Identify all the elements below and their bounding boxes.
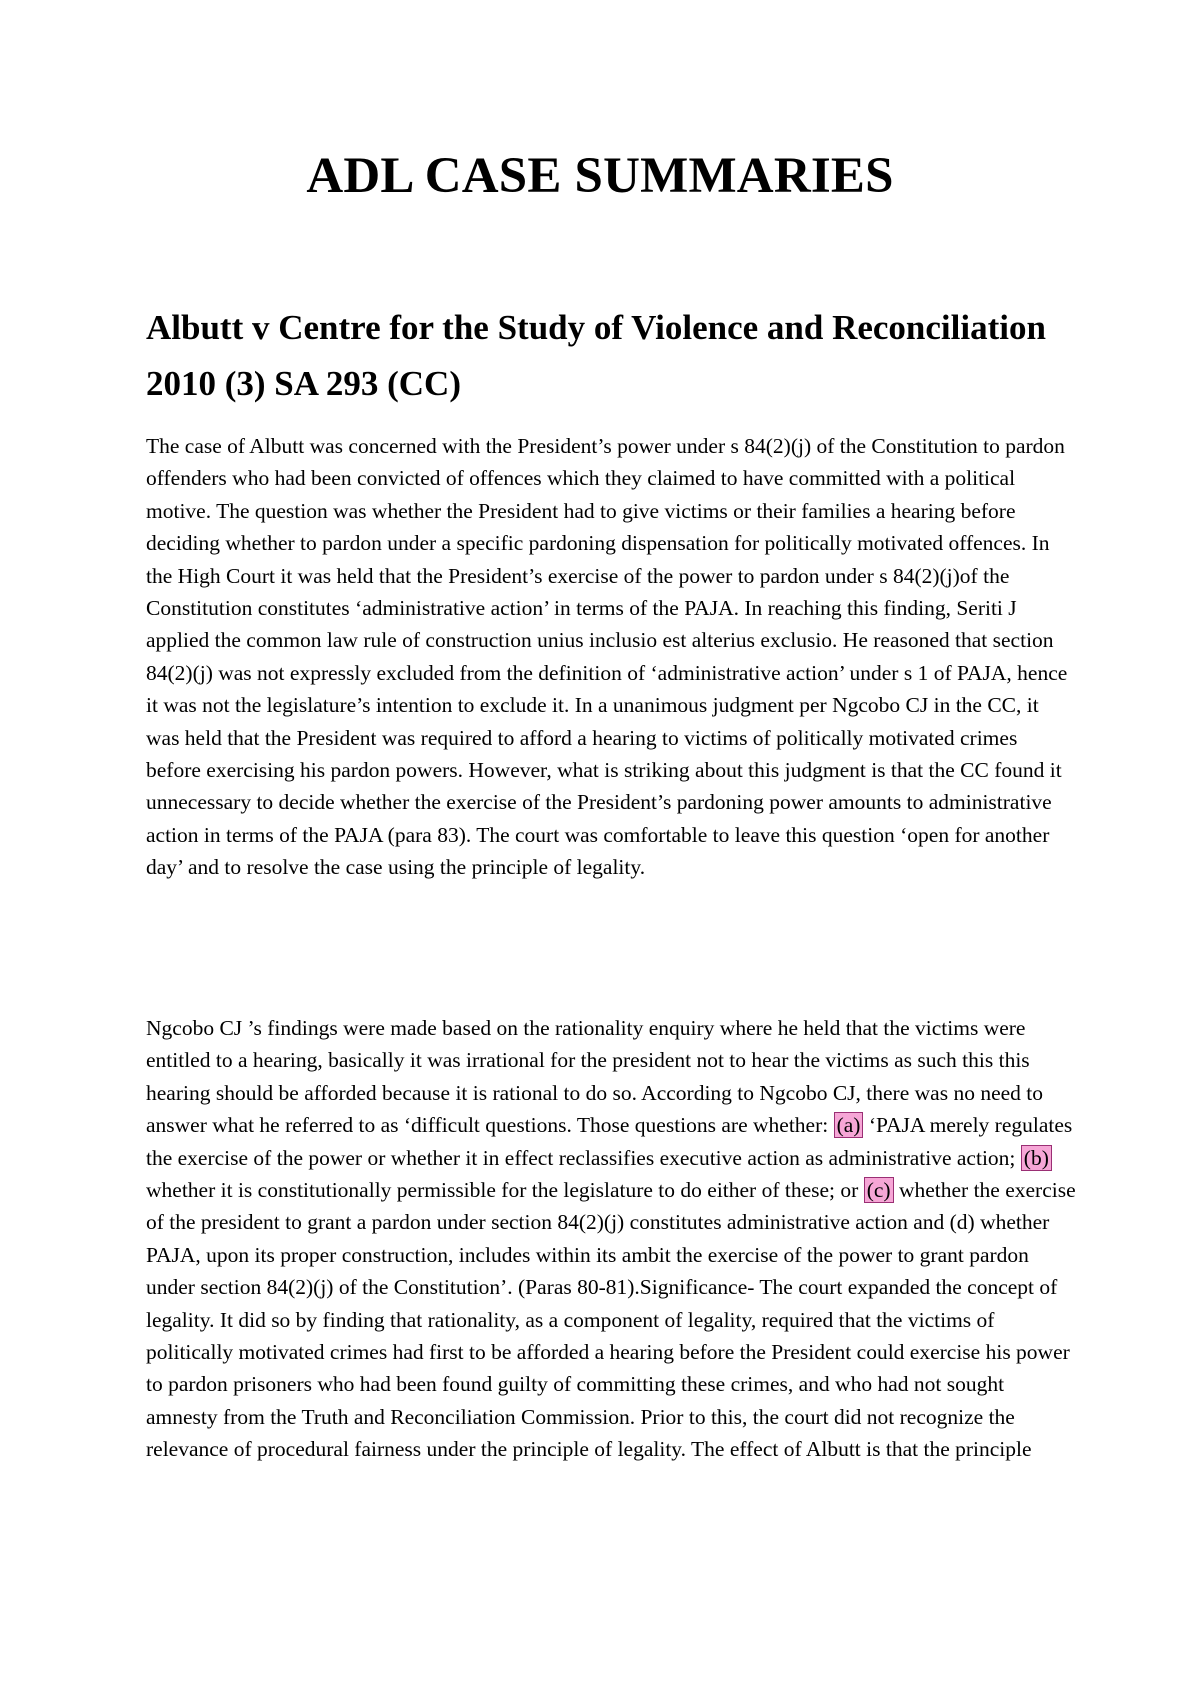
paragraph-2-text-part-1: Ngcobo CJ ’s findings were made based on the rationality enquiry where he held that the victims were entitled to a hearing, basically it was irrational for the president not to hear the victims as such this this hearing should be afforded because it is rational to do so. According to Ngcobo CJ, there was no need to answer what he referred to as ‘difficult questions. Those questions are whether: [146, 1016, 1044, 1138]
highlight-mark-b: (b) [1021, 1145, 1052, 1171]
paragraph-2-text-part-4: whether the exercise of the president to grant a pardon under section 84(2)(j) constitutes administrative action and (d) whether PAJA, upon its proper construction, includes within its ambit the exercise of the power to grant pardon under section 84(2)(j) of the Constitution’. (Paras 80-81).Significance- The court expanded the concept of legality. It did so by finding that rationality, as a component of legality, required that the victims of politically motivated crimes had first to be afforded a hearing before the President could exercise his power to pardon prisoners who had been found guilty of committing these crimes, and who had not sought amnesty from the Truth and Reconciliation Commission. Prior to this, the court did not recognize the relevance of procedural fairness under the principle of legality. The effect of Albutt is that the principle [146, 1178, 1076, 1462]
highlight-mark-a: (a) [834, 1112, 864, 1138]
highlight-mark-c: (c) [864, 1177, 894, 1203]
case-paragraph-2 [146, 1012, 1076, 1466]
paragraph-2-text-part-3: whether it is constitutionally permissible for the legislature to do either of these; or [146, 1178, 864, 1203]
case-paragraph-1: The case of Albutt was concerned with the President’s power under s 84(2)(j) of the Constitution to pardon offenders who had been convicted of offences which they claimed to have committed with a political motive. The question was whether the President had to give victims or their families a hearing before deciding whether to pardon under a specific pardoning dispensation for politically motivated offences. In the High Court it was held that the President’s exercise of the power to pardon under s 84(2)(j)of the Constitution constitutes ‘administrative action’ in terms of the PAJA. In reaching this finding, Seriti J applied the common law rule of construction unius inclusio est alterius exclusio. He reasoned that section 84(2)(j) was not expressly excluded from the definition of ‘administrative action’ under s 1 of PAJA, hence it was not the legislature’s intention to exclude it. In a unanimous judgment per Ngcobo CJ in the CC, it was held that the President was required to afford a hearing to victims of politically motivated crimes before exercising his pardon powers. However, what is striking about this judgment is that the CC found it unnecessary to decide whether the exercise of the President’s pardoning power amounts to administrative action in terms of the PAJA (para 83). The court was comfortable to leave this question ‘open for another day’ and to resolve the case using the principle of legality. [146, 434, 1068, 880]
document-title: ADL CASE SUMMARIES [306, 148, 894, 204]
case-heading: Albutt v Centre for the Study of Violence and Reconciliation 2010 (3) SA 293 (CC) [146, 308, 1046, 403]
paragraph-2-text-part-2: ‘PAJA merely regulates the exercise of the power or whether it in effect reclassifies executive action as administrative action; [146, 1113, 1073, 1170]
